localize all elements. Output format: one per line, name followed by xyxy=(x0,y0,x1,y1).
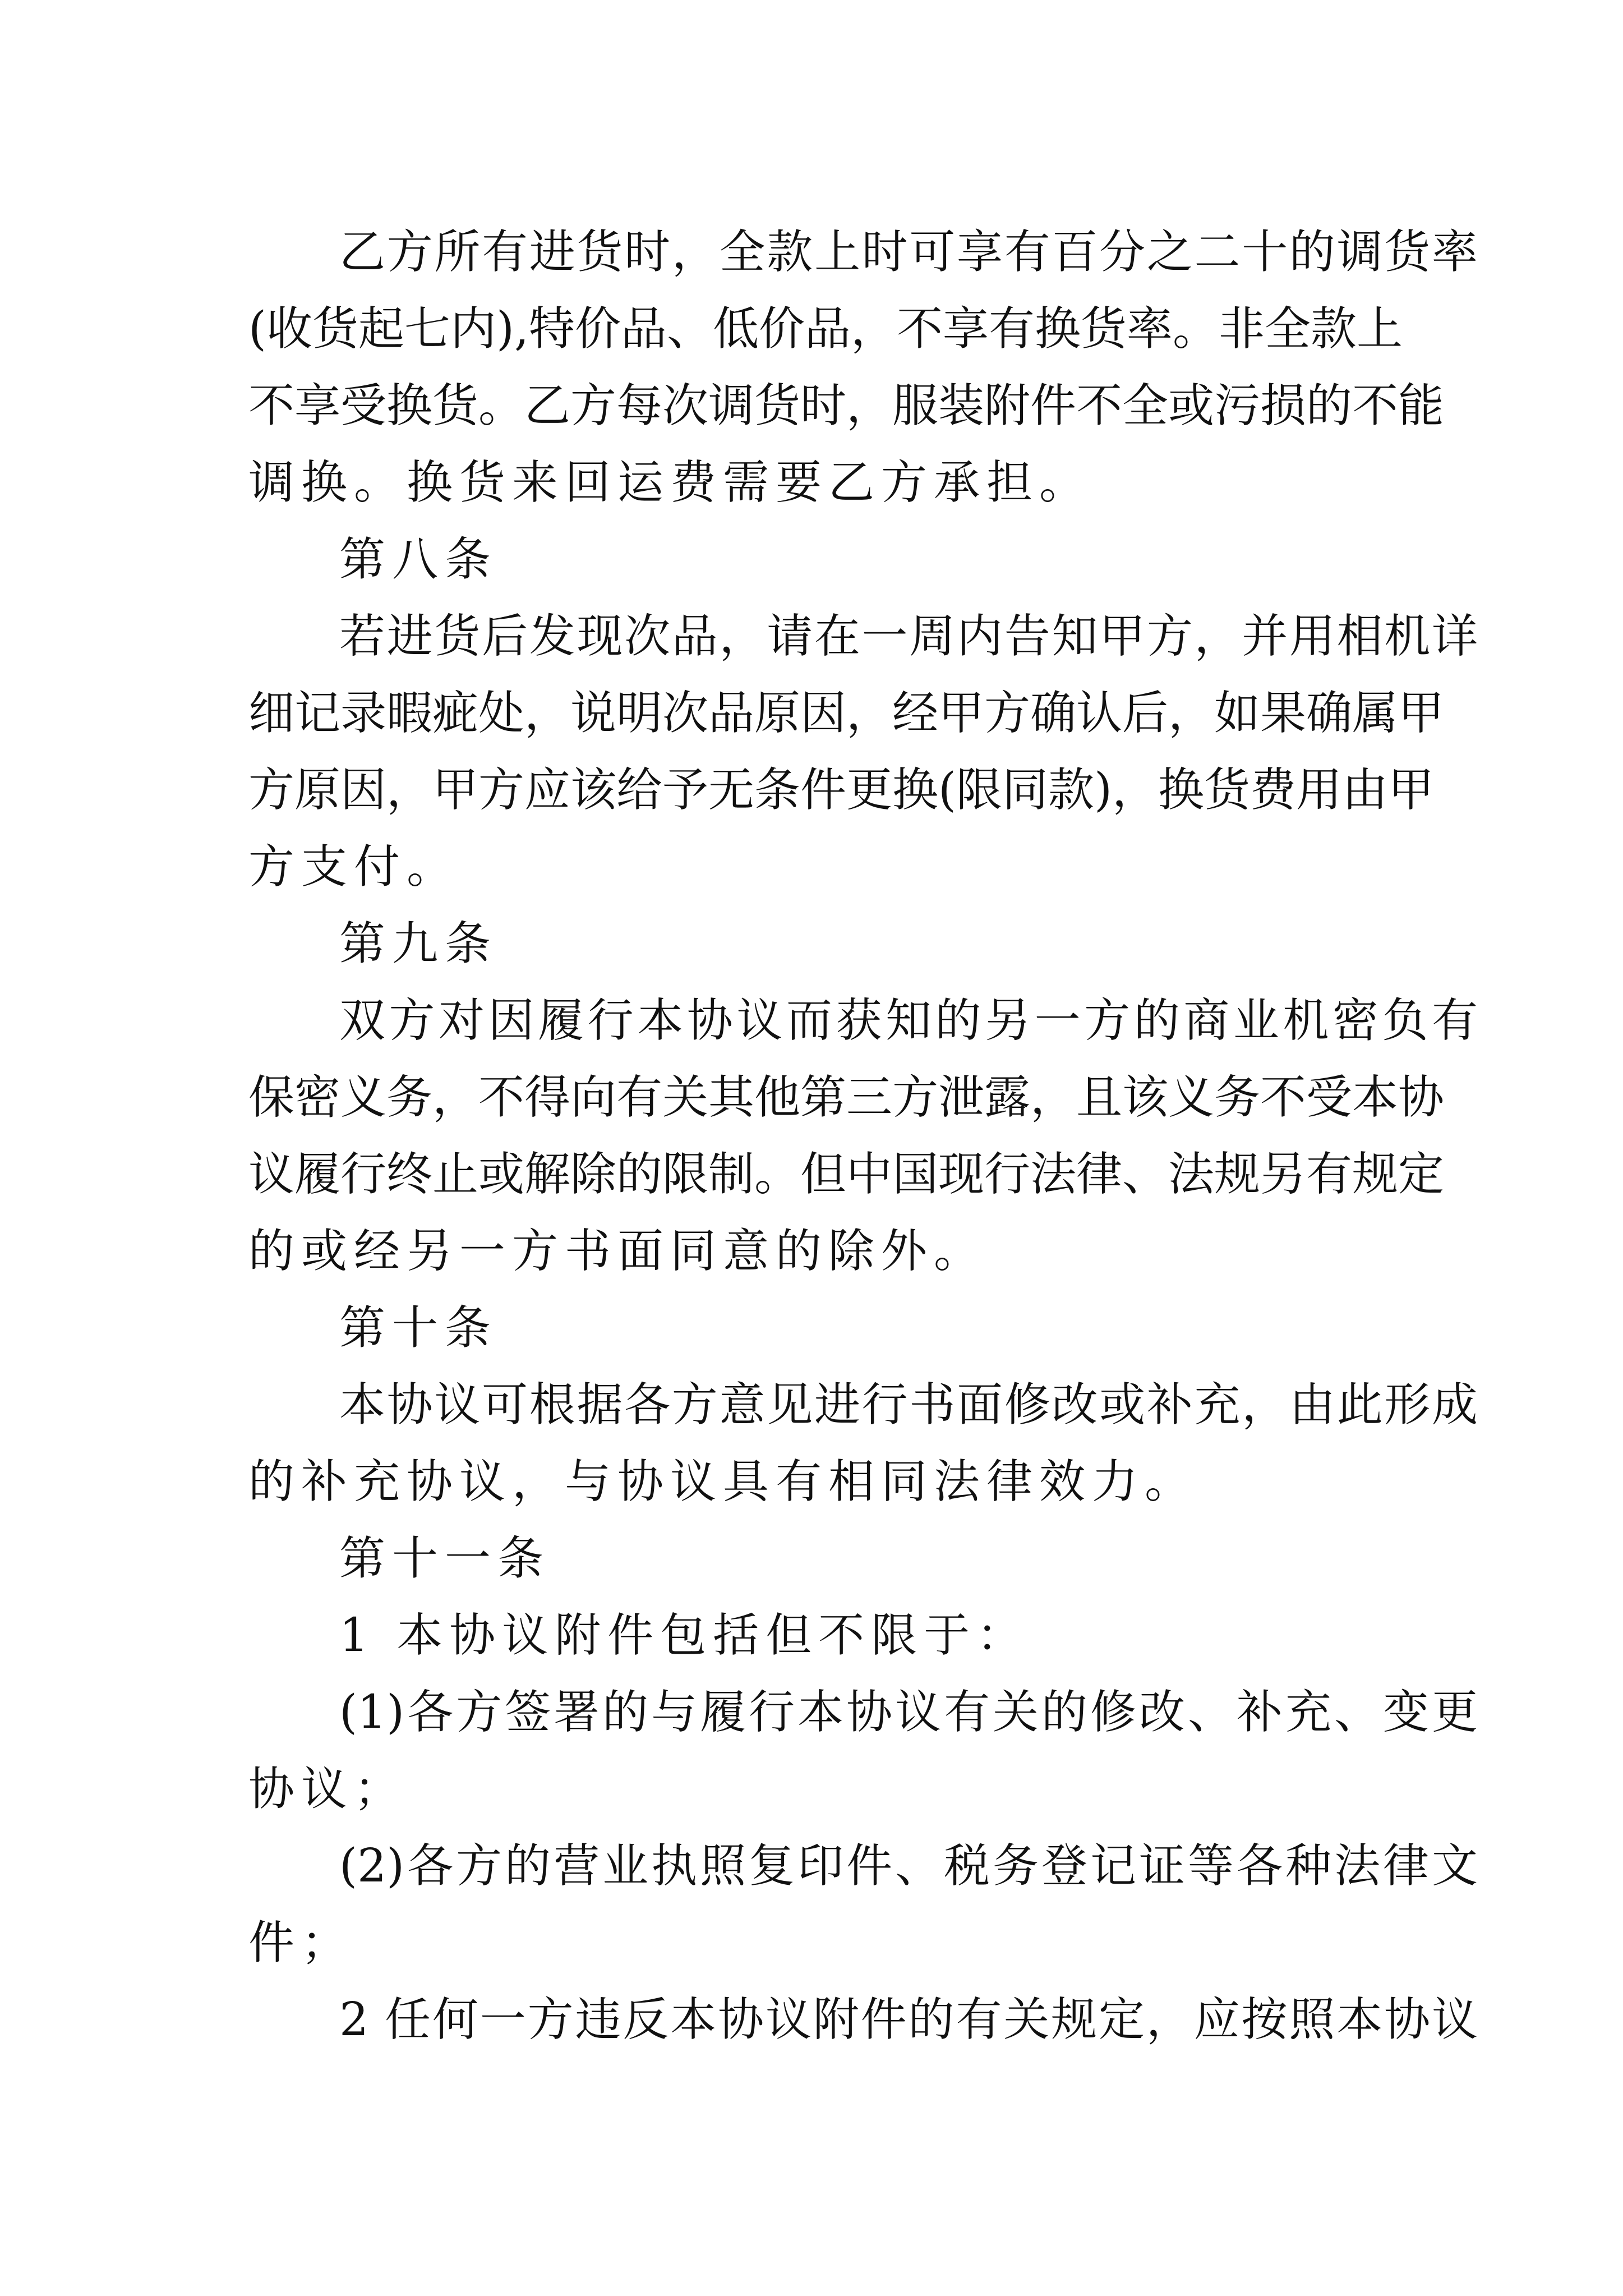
paragraph-line: 调换。换货来回运费需要乙方承担。 xyxy=(248,456,1092,509)
paragraph-line: 方原因，甲方应该给予无条件更换(限同款)，换货费用由甲 xyxy=(248,763,1434,817)
paragraph-line: (1)各方签署的与履行本协议有关的修改、补充、变更 xyxy=(339,1686,1478,1739)
section-heading: 第十条 xyxy=(339,1301,498,1355)
paragraph-line: 的补充协议，与协议具有相同法律效力。 xyxy=(248,1455,1198,1508)
paragraph-line: 若进货后发现次品，请在一周内告知甲方，并用相机详 xyxy=(339,610,1478,663)
paragraph-line: 细记录暇疵处，说明次品原因，经甲方确认后，如果确属甲 xyxy=(248,687,1445,740)
paragraph-line: 乙方所有进货时，全款上时可享有百分之二十的调货率 xyxy=(339,226,1478,279)
paragraph-line: 不享受换货。乙方每次调货时，服装附件不全或污损的不能 xyxy=(248,379,1445,432)
paragraph-line: 2 任何一方违反本协议附件的有关规定，应按照本协议 xyxy=(339,1993,1478,2046)
section-heading: 第十一条 xyxy=(339,1532,551,1585)
paragraph-line: 件； xyxy=(248,1916,354,1970)
paragraph-line: (收货起七内),特价品、低价品，不享有换货率。非全款上 xyxy=(248,302,1403,356)
paragraph-line: 保密义务，不得向有关其他第三方泄露，且该义务不受本协 xyxy=(248,1071,1445,1124)
section-heading: 第八条 xyxy=(339,533,498,586)
paragraph-line: 协议； xyxy=(248,1763,407,1816)
paragraph-line: 方支付。 xyxy=(248,840,460,894)
paragraph-line: 本协议可根据各方意见进行书面修改或补充，由此形成 xyxy=(339,1378,1478,1432)
section-heading: 第九条 xyxy=(339,917,498,970)
paragraph-line: 议履行终止或解除的限制。但中国现行法律、法规另有规定 xyxy=(248,1148,1445,1201)
paragraph-line: (2)各方的营业执照复印件、税务登记证等各种法律文 xyxy=(339,1839,1478,1893)
paragraph-line: 1 本协议附件包括但不限于： xyxy=(339,1609,1030,1662)
paragraph-line: 的或经另一方书面同意的除外。 xyxy=(248,1225,987,1278)
paragraph-line: 双方对因履行本协议而获知的另一方的商业机密负有 xyxy=(339,994,1478,1047)
